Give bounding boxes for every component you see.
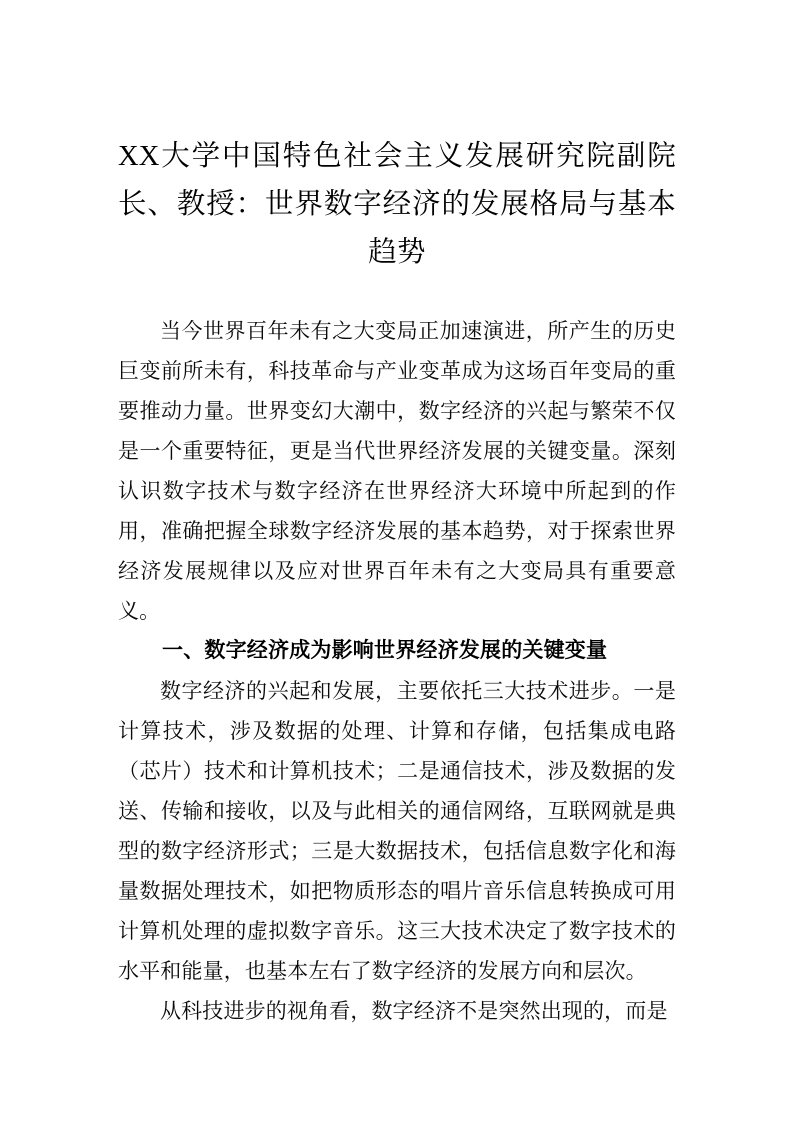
- section-heading-1: 一、数字经济成为影响世界经济发展的关键变量: [162, 639, 608, 662]
- document-content-area: [118, 0, 676, 1031]
- paragraph-section-1-1: 数字经济的兴起和发展，主要依托三大技术进步。一是计算技术，涉及数据的处理、计算和存储，包括集成电路（芯片）技术和计算机技术；二是通信技术，涉及数据的发送、传输和接收，以及与此相关的通信网络，互联网就是典型的数字经济形式；三是大数据技术，包括信息数字化和海量数据处理技术，如把物质形态的唱片音乐信息转换成可用计算机处理的虚拟数字音乐。这三大技术决定了数字技术的水平和能量，也基本左右了数字经济的发展方向和层次。: [118, 679, 676, 983]
- page-title: XX大学中国特色社会主义发展研究院副院长、教授：世界数字经济的发展格局与基本趋势: [118, 141, 676, 268]
- paragraph-intro: 当今世界百年未有之大变局正加速演进，所产生的历史巨变前所未有，科技革命与产业变革成为这场百年变局的重要推动力量。世界变幻大潮中，数字经济的兴起与繁荣不仅是一个重要特征，更是当代世界经济发展的关键变量。深刻认识数字技术与数字经济在世界经济大环境中所起到的作用，准确把握全球数字经济发展的基本趋势，对于探索世界经济发展规律以及应对世界百年未有之大变局具有重要意义。: [118, 319, 676, 623]
- paragraph-section-1-2: 从科技进步的视角看，数字经济不是突然出现的，而是: [160, 999, 668, 1023]
